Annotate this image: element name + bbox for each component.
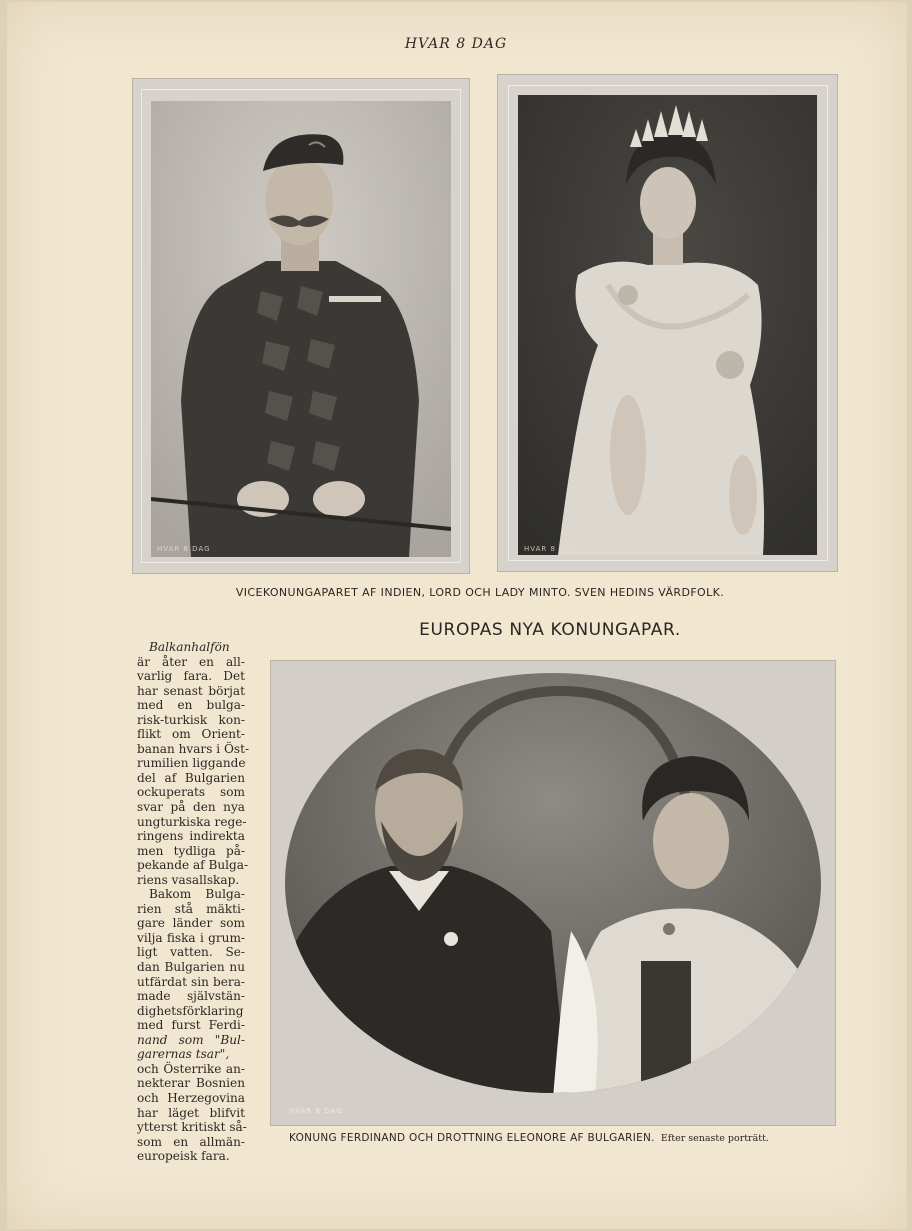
article-line: vilja fiska i grum- — [137, 930, 245, 945]
article-line: Balkanhalfön — [149, 640, 230, 654]
article-line: svar på den nya — [137, 800, 245, 815]
portrait-lord-minto — [151, 101, 451, 557]
bottom-photo-plate — [270, 660, 836, 1126]
article-line: och Österrike an- — [137, 1061, 245, 1076]
article-line: riens vasallskap. — [137, 872, 240, 887]
article-line: har läget blifvit — [137, 1105, 245, 1120]
article-line: är åter en all- — [137, 654, 245, 669]
article-line: made självstän- — [137, 989, 245, 1004]
photo-watermark: HVAR 8 DAG — [289, 1107, 343, 1115]
bottom-caption-note: Efter senaste porträtt. — [660, 1133, 769, 1144]
article-line: risk-turkisk kon- — [137, 712, 245, 727]
article-line: utfärdat sin bera- — [137, 974, 245, 989]
article-line: nand som "Bul- — [137, 1032, 245, 1047]
article-line: och Herzegovina — [137, 1090, 245, 1105]
article-line: med en bulga- — [137, 698, 245, 713]
article-title: EUROPAS NYA KONUNGAPAR. — [419, 620, 681, 640]
article-line: Bakom Bulga- — [149, 887, 245, 902]
article-body — [137, 640, 250, 1164]
article-line: som en allmän- — [137, 1134, 245, 1149]
right-photo-plate — [497, 74, 838, 572]
article-line: dighetsförklaring — [137, 1003, 244, 1018]
article-line: har senast börjat — [137, 683, 245, 698]
article-line: varlig fara. Det — [137, 669, 245, 684]
article-line: ungturkiska rege- — [137, 814, 247, 829]
article-line: ockuperats som — [137, 785, 245, 800]
article-line: rien stå mäkti- — [137, 901, 245, 916]
article-line: pekande af Bulga- — [137, 858, 249, 873]
photo-watermark: HVAR 8 DAG — [524, 545, 578, 553]
article-line: ytterst kritiskt så- — [137, 1120, 247, 1135]
photo-watermark: HVAR 8 DAG — [157, 545, 211, 553]
article-line: europeisk fara. — [137, 1149, 230, 1164]
portrait-ferdinand-eleonore — [271, 661, 835, 1125]
article-line: ligt vatten. Se- — [137, 945, 245, 960]
portrait-lady-minto-image — [518, 95, 817, 555]
article-line: del af Bulgarien — [137, 770, 245, 785]
article-line: ringens indirekta — [137, 829, 245, 844]
article-line: banan hvars i Öst- — [137, 741, 250, 756]
bottom-caption-main: KONUNG FERDINAND OCH DROTTNING ELEONORE AF BULGARIEN. — [289, 1132, 655, 1144]
article-line: men tydliga på- — [137, 843, 245, 858]
top-caption: VICEKONUNGAPARET AF INDIEN, LORD OCH LADY MINTO. SVEN HEDINS VÄRDFOLK. — [235, 586, 725, 599]
article-line: dan Bulgarien nu — [137, 960, 245, 975]
article-line: garernas tsar", — [137, 1047, 230, 1062]
left-photo-plate — [132, 78, 470, 574]
portrait-lord-minto-image — [151, 101, 451, 557]
article-line: nekterar Bosnien — [137, 1076, 245, 1091]
article-line: med furst Ferdi- — [137, 1018, 245, 1033]
portrait-ferdinand-eleonore-image — [271, 661, 835, 1125]
running-header: HVAR 8 DAG — [404, 36, 508, 52]
bottom-caption — [289, 1132, 849, 1144]
portrait-lady-minto — [518, 95, 817, 555]
article-line: rumilien liggande — [137, 756, 246, 771]
article-line: flikt om Orient- — [137, 727, 245, 742]
article-line: gare länder som — [137, 916, 245, 931]
